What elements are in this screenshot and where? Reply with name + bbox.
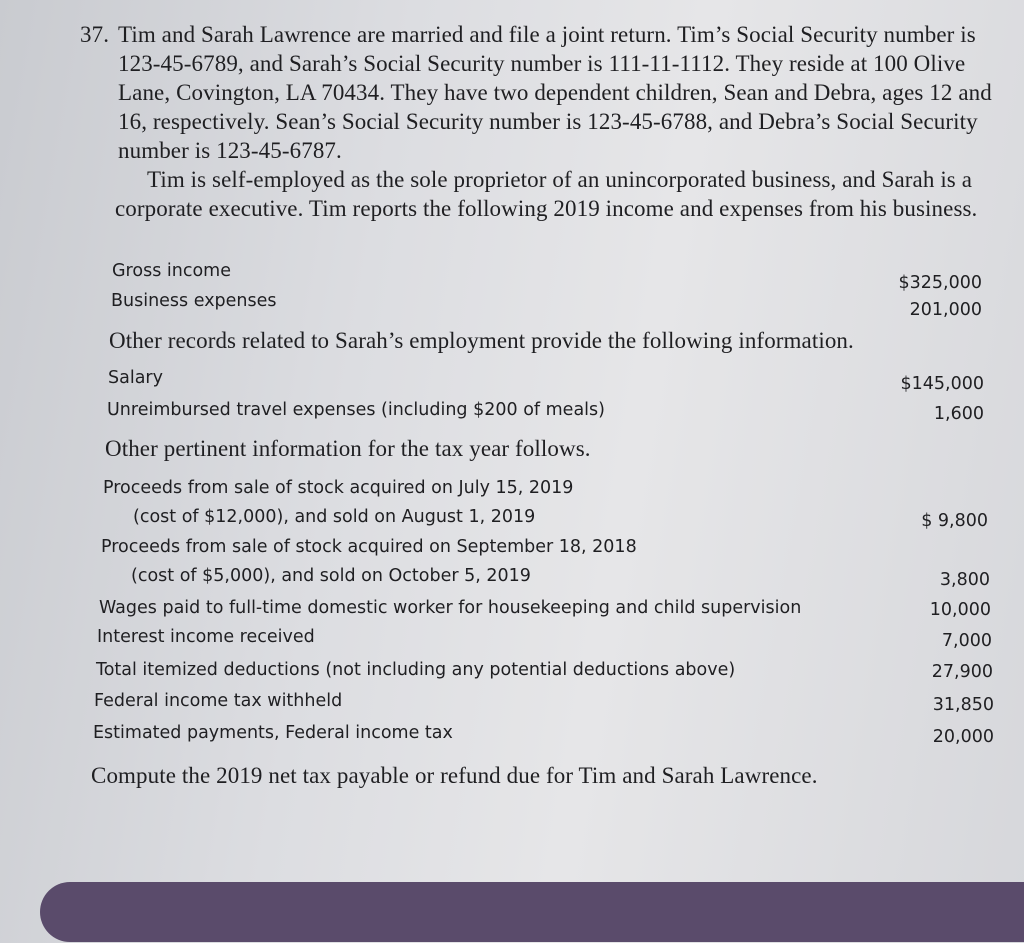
row-amount: 201,000 <box>909 300 982 320</box>
row-label: Unreimbursed travel expenses (including $200 of meals) <box>107 400 605 420</box>
employment-intro: Other records related to Sarah’s employment provide the following information. <box>109 328 854 353</box>
row-label: Total itemized deductions (not including any potential deductions above) <box>96 660 736 680</box>
row-amount: $ 9,800 <box>921 511 988 531</box>
other-row-wages <box>99 597 991 620</box>
employment-row-salary <box>108 367 984 394</box>
problem-37 <box>80 20 1010 246</box>
other-row-withheld <box>94 690 994 713</box>
row-amount: 10,000 <box>929 600 991 620</box>
row-label: Federal income tax withheld <box>94 691 343 711</box>
row-amount: $325,000 <box>898 273 982 293</box>
stock1-line1: Proceeds from sale of stock acquired on July 15, 2019 <box>103 478 574 498</box>
business-intro: Tim is self-employed as the sole proprietor of an unincorporated business, and Sarah is a corporate executive. Tim reports the following 2019 income and expenses from his business. <box>115 167 978 221</box>
row-amount: 31,850 <box>932 695 994 715</box>
question-text: Compute the 2019 net tax payable or refund due for Tim and Sarah Lawrence. <box>91 763 818 788</box>
business-row-gross-income <box>112 260 982 293</box>
row-label: Business expenses <box>111 291 277 311</box>
problem-intro: Tim and Sarah Lawrence are married and file a joint return. Tim’s Social Security number is 123-45-6789, and Sarah’s Social Security number is 111-11-1112. They reside at 100 Olive Lane, Covington, LA 70434. They have two dependent children, Sean and Debra, ages 12 and 16, respectively. Sean’s Social Security number is 123-45-6788, and Debra’s Social Security number is 123-45-6787. <box>118 22 992 163</box>
row-label: Gross income <box>112 261 231 281</box>
other-intro: Other pertinent information for the tax year follows. <box>105 436 591 461</box>
row-amount: 1,600 <box>933 404 984 424</box>
row-label: (cost of $5,000), and sold on October 5, 2019 <box>131 566 531 586</box>
employment-row-travel <box>107 399 984 422</box>
other-row-interest <box>97 626 992 649</box>
other-row-estimated <box>93 722 994 745</box>
row-amount: 3,800 <box>939 570 990 590</box>
row-label: Estimated payments, Federal income tax <box>93 723 453 743</box>
row-amount: $145,000 <box>900 374 984 394</box>
problem-number: 37. <box>80 22 110 47</box>
row-amount: 27,900 <box>931 662 993 682</box>
stock2-row <box>131 565 990 588</box>
row-amount: 7,000 <box>941 631 992 651</box>
business-row-expenses <box>111 290 982 320</box>
row-label: Wages paid to full-time domestic worker for housekeeping and child supervision <box>99 598 802 618</box>
row-label: Salary <box>108 368 163 388</box>
other-row-itemized <box>96 659 993 682</box>
stock2-line1: Proceeds from sale of stock acquired on September 18, 2018 <box>101 537 637 557</box>
row-label: Interest income received <box>97 627 315 647</box>
row-amount: 20,000 <box>932 727 994 747</box>
stock1-row <box>133 506 988 529</box>
purple-footer-bar <box>40 882 1024 942</box>
row-label: (cost of $12,000), and sold on August 1, 2019 <box>133 507 536 527</box>
